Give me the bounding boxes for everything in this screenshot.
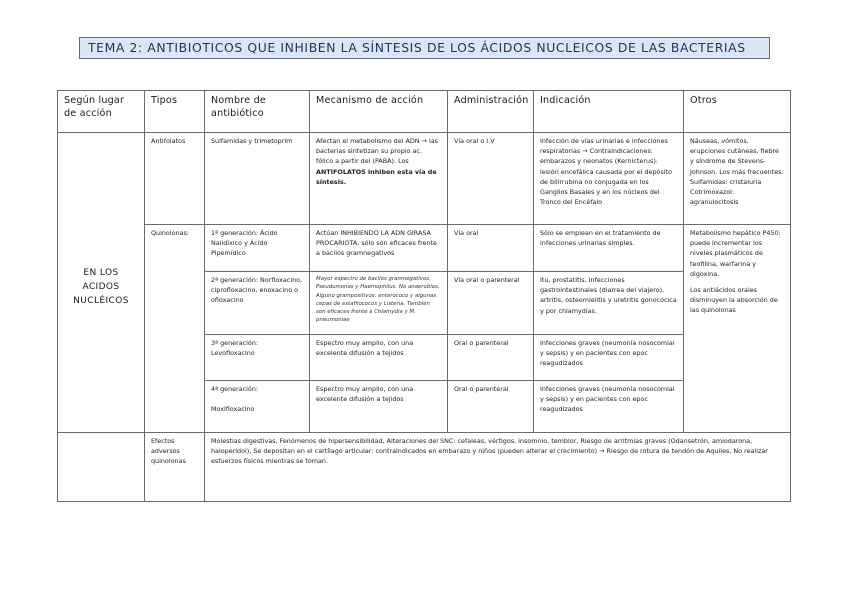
indicacion-antifolatos: Infección de vías urinarias e infecciones respiratorias → Contraindicaciones: embarazos y neonatos (Kernicterus): lesión encefálica causada por el depósito de bilirrubina no conjugada en los Ganglios Basales y en los núcleos del Tronco del Encéfalo: [534, 133, 684, 225]
administracion-q2: Vía oral o parenteral: [448, 272, 534, 335]
header-lugar: Según lugar de acción: [58, 91, 145, 133]
mecanismo-antifolatos: [310, 133, 448, 225]
table-row-efectos: [58, 433, 791, 502]
header-administracion: Administración: [448, 91, 534, 133]
mecanismo-q4: Espectro muy amplio, con una excelente difusión a tejidos: [310, 381, 448, 433]
otros-antifolatos: Náuseas, vómitos, erupciones cutáneas, fiebre y síndrome de Stevens-Johnson. Los más frecuentes: Sulfamidas: cristaluria Cotrimoxazol: agranulocitosis: [684, 133, 791, 225]
header-row: [58, 91, 791, 133]
indicacion-q3: Infecciones graves (neumonía nosocomial y sepsis) y en pacientes con epoc reagudizados: [534, 335, 684, 381]
nombre-q1: 1ª generación: Ácido Nalidíxico y Ácido Pipemídico: [205, 225, 310, 272]
mecanismo-q3: Espectro muy amplio, con una excelente difusión a tejidos: [310, 335, 448, 381]
indicacion-q1: Sólo se emplean en el tratamiento de infecciones urinarias simples.: [534, 225, 684, 272]
indicacion-q2: Itu, prostatitis, infecciones gastrointestinales (diarrea del viajero), artritis, osteomielitis y uretritis gonocócica y por chlamydias.: [534, 272, 684, 335]
nombre-q2: 2ª generación: Norfloxacino, ciprofloxacino, enoxacino o ofloxacino: [205, 272, 310, 335]
lugar-empty-cell: [58, 433, 145, 502]
indicacion-q4: Infecciones graves (neumonía nosocomial y sepsis) y en pacientes con epoc reagudizados: [534, 381, 684, 433]
nombre-q4: [205, 381, 310, 433]
tipo-antifolatos: Antifolatos: [145, 133, 205, 225]
table-row-antifolatos: [58, 133, 791, 225]
otros-quinolonas: [684, 225, 791, 433]
nombre-antifolatos: Sulfamidas y trimetoprim: [205, 133, 310, 225]
administracion-q4: Oral o parenteral: [448, 381, 534, 433]
page-title: TEMA 2: ANTIBIOTICOS QUE INHIBEN LA SÍNTESIS DE LOS ÁCIDOS NUCLEICOS DE LAS BACTERIAS: [79, 37, 770, 59]
antibiotics-table: [57, 90, 791, 502]
header-nombre: Nombre de antibiótico: [205, 91, 310, 133]
administracion-q3: Oral o parenteral: [448, 335, 534, 381]
mecanismo-antifolatos-bold: ANTIFOLATOS inhiben esta vía de síntesis.: [316, 167, 437, 186]
nombre-q4-drug: Moxifloxacino: [211, 405, 255, 414]
mecanismo-antifolatos-text: Afectan el metabolismo del ADN → las bacterias sintetizan su propio ac. fólico a partir del (PABA). Los: [316, 137, 438, 166]
mecanismo-q1: Actúan INHIBIENDO LA ADN GIRASA PROCARIOTA, sólo son eficaces frente a bacilos gramnegativos: [310, 225, 448, 272]
header-mecanismo: Mecanismo de acción: [310, 91, 448, 133]
header-indicacion: Indicación: [534, 91, 684, 133]
otros-quinolonas-1: Metabolismo hepático P450: puede incrementar los niveles plasmáticos de teofilina, warfarina y digoxina.: [690, 229, 781, 278]
table-row-quinolonas-1: [58, 225, 791, 272]
header-otros: Otros: [684, 91, 791, 133]
administracion-antifolatos: Vía oral o I.V: [448, 133, 534, 225]
tipo-efectos: Efectos adversos quinolonas: [145, 433, 205, 502]
lugar-label: EN LOS ACIDOS NUCLÉICOS: [73, 267, 129, 306]
header-tipos: Tipos: [145, 91, 205, 133]
nombre-q4-gen: 4ª generación:: [211, 385, 259, 393]
administracion-q1: Vía oral: [448, 225, 534, 272]
mecanismo-q2: Mayor espectro de bacilos gramnegativos, Pseudomonas y Haemophilus. No anaerobios. Alguno grampositivos: enterococo y algunas cepas de estafilococos y Listeria. También son eficaces frente a Chlamydia y M. pneumoniae: [310, 272, 448, 335]
tipo-quinolonas: Quinolonas:: [145, 225, 205, 433]
nombre-q3: 3ª generación: Levofloxacino: [205, 335, 310, 381]
efectos-texto: Molestias digestivas, Fenómenos de hipersensibilidad, Alteraciones del SNC: cefaleas, vértigos, insomnio, temblor, Riesgo de arritmias graves (Odansetrón, amiodarona, haloperidol), Se depositan en el cartílago articular: contraindicados en embarazo y niños (pueden alterar el crecimiento) → Riesgo de rotura de tendón de Aquiles, No realizar esfuerzos físicos mientras se toman.: [205, 433, 791, 502]
otros-quinolonas-2: Los antiácidos orales disminuyen la absorción de las quinolonas: [690, 286, 778, 315]
lugar-cell: [58, 133, 145, 433]
